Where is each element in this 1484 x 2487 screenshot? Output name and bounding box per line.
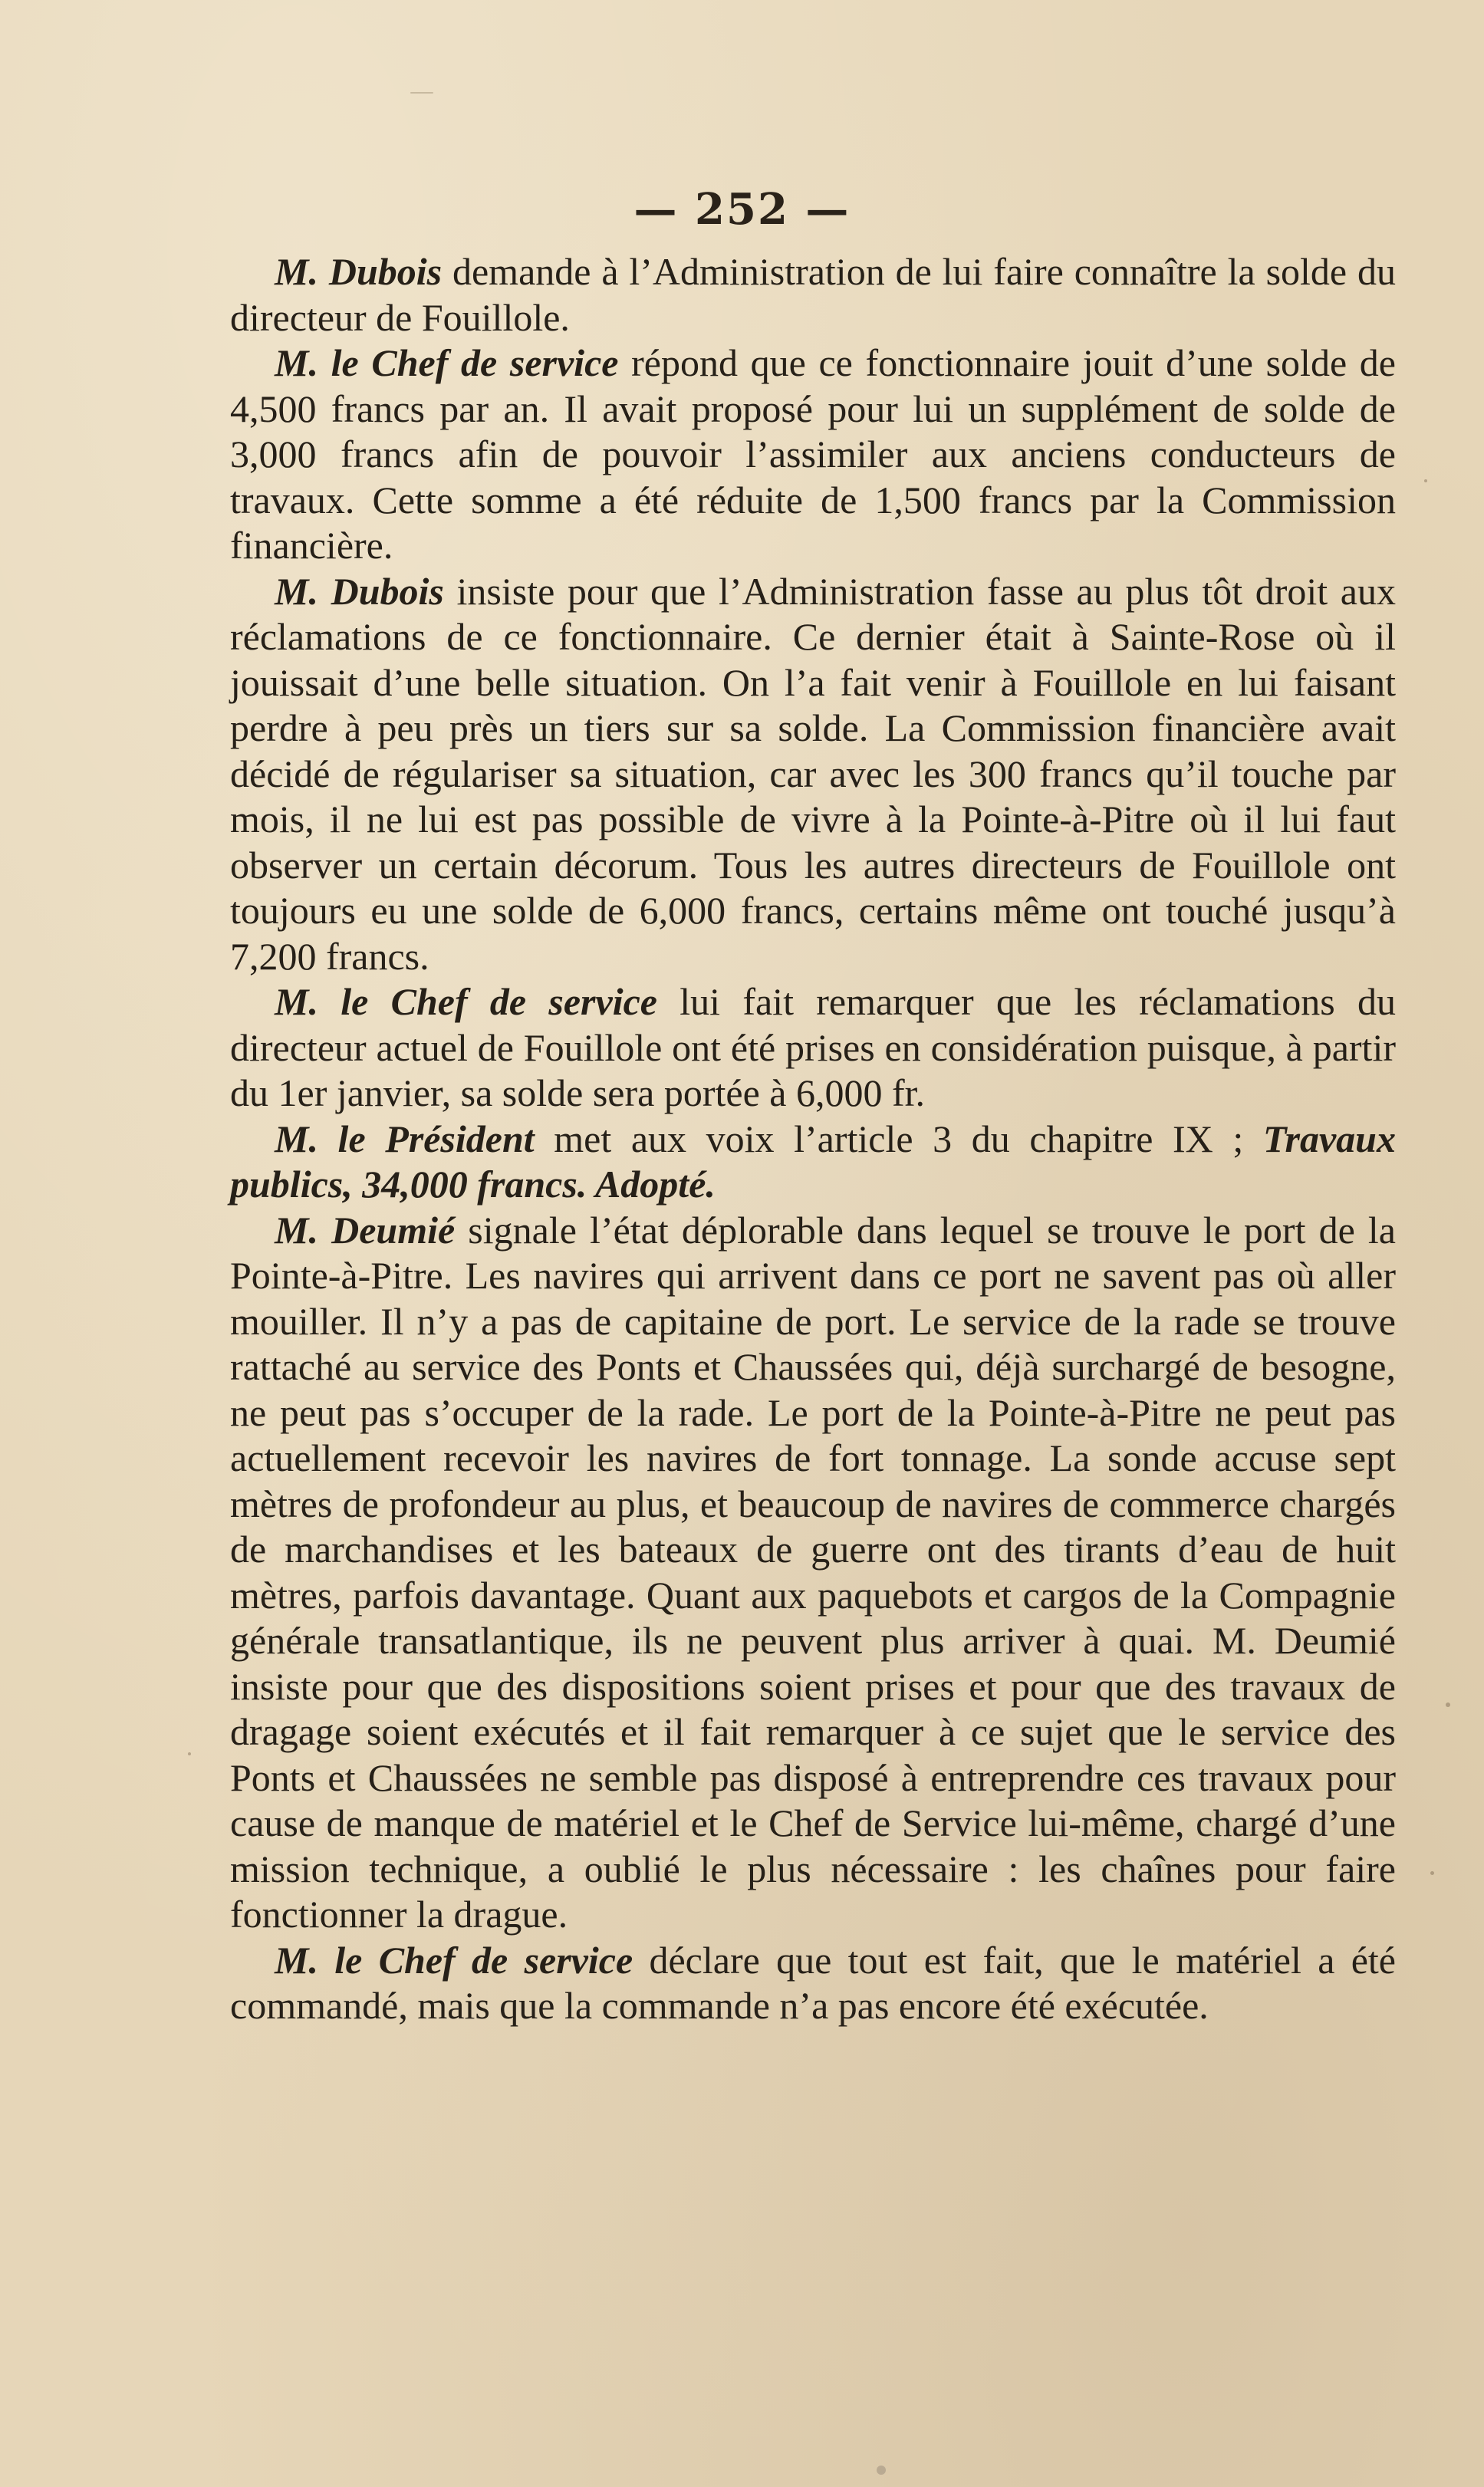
paragraph-7: [230, 1938, 1396, 2029]
speaker-name: M. Dubois: [275, 569, 444, 613]
emphasized-text: Travaux publics, 34,000 francs. Adopté.: [230, 1117, 1396, 1206]
paragraph-1: [230, 249, 1396, 340]
paragraph-2: [230, 340, 1396, 569]
speaker-name: M. Deumié: [275, 1208, 456, 1252]
paragraph-text: répond que ce fonctionnaire jouit d’une solde de 4,500 francs par an. Il avait proposé pour lui un supplément de solde de 3,000 francs afin de pouvoir l’assimiler aux anciens conducteurs de travaux. Cette somme a été réduite de 1,500 francs par la Commission financière.: [230, 341, 1396, 567]
paragraph-text: déclare que tout est fait, que le matériel a été commandé, mais que la commande n’a pas encore été exécutée.: [230, 1938, 1396, 2027]
paragraph-3: [230, 569, 1396, 980]
paragraph-text: met aux voix l’article 3 du chapitre IX ;: [534, 1117, 1263, 1160]
paragraph-text: lui fait remarquer que les réclamations du directeur actuel de Fouillole ont été prises en considération puisque, à partir du 1er janvier, sa solde sera portée à 6,000 fr.: [230, 980, 1396, 1114]
speaker-name: M. le Chef de service: [275, 1938, 633, 1982]
paragraph-5: [230, 1117, 1396, 1208]
page-number: — 252 —: [633, 184, 851, 235]
paragraph-text: signale l’état déplorable dans lequel se trouve le port de la Pointe-à-Pitre. Les navires qui arrivent dans ce port ne savent pas où aller mouiller. Il n’y a pas de capitaine de port. Le service de la rade se trouve rattaché au service des Ponts et Chaussées qui, déjà surchargé de besogne, ne peut pas s’occuper de la rade. Le port de la Pointe-à-Pitre ne peut pas actuellement recevoir les navires de fort tonnage. La sonde accuse sept mètres de profondeur au plus, et beaucoup de navires de commerce chargés de marchandises et les bateaux de guerre ont des tirants d’eau de huit mètres, parfois davantage. Quant aux paquebots et cargos de la Compagnie générale transatlantique, ils ne peuvent plus arriver à quai. M. Deumié insiste pour que des dispositions soient prises et pour que des travaux de dragage soient exécutés et il fait remarquer à ce sujet que le service des Ponts et Chaussées ne semble pas disposé à entreprendre ces travaux pour cause de manque de matériel et le Chef de Service lui-même, chargé d’une mission technique, a oublié le plus nécessaire : les chaînes pour faire fonctionner la drague.: [230, 1208, 1396, 1936]
paragraph-text: insiste pour que l’Administration fasse au plus tôt droit aux réclamations de ce fonctionnaire. Ce dernier était à Sainte-Rose où il jouissait d’une belle situation. On l’a fait venir à Fouillole en lui faisant perdre à peu près un tiers sur sa solde. La Commission financière avait décidé de régulariser sa situation, car avec les 300 francs qu’il touche par mois, il ne lui est pas possible de vivre à la Pointe-à-Pitre où il lui faut observer un certain décorum. Tous les autres directeurs de Fouillole ont toujours eu une solde de 6,000 francs, certains même ont touché jusqu’à 7,200 francs.: [230, 569, 1396, 978]
speaker-name: M. Dubois: [275, 250, 443, 293]
paragraph-text: demande à l’Administration de lui faire connaître la solde du directeur de Fouillole.: [230, 250, 1396, 339]
body-text: [230, 249, 1396, 2029]
paragraph-4: [230, 979, 1396, 1117]
speaker-name: M. le Président: [275, 1117, 535, 1160]
speaker-name: M. le Chef de service: [275, 341, 619, 384]
speaker-name: M. le Chef de service: [275, 980, 657, 1023]
paragraph-6: [230, 1208, 1396, 1938]
